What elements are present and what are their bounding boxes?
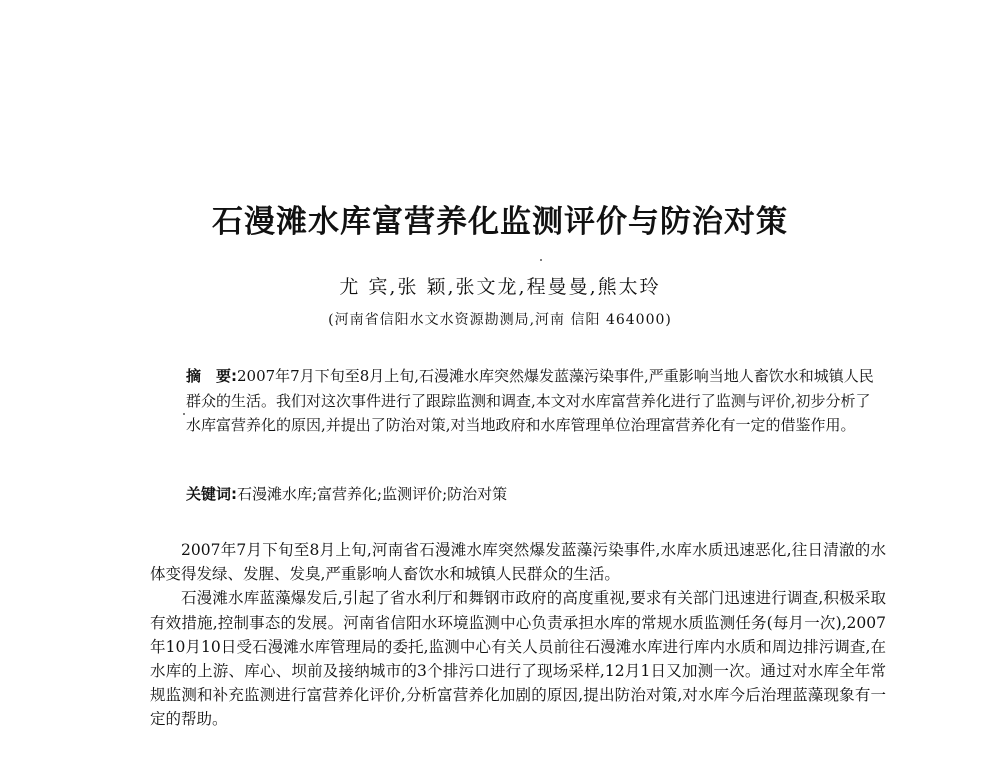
abstract-paragraph	[186, 364, 876, 438]
abstract-label: 摘 要:	[186, 367, 237, 385]
author-list: 尤 宾,张 颖,张文龙,程曼曼,熊太玲	[339, 276, 661, 298]
keywords-line	[186, 483, 876, 505]
author-affiliation: (河南省信阳水文水资源勘测局,河南 信阳 464000)	[328, 312, 672, 328]
keywords-label: 关键词:	[186, 485, 237, 503]
abstract-text: 2007年7月下旬至8月上旬,石漫滩水库突然爆发蓝藻污染事件,严重影响当地人畜饮水和城镇人民群众的生活。我们对这次事件进行了跟踪监测和调查,本文对水库富营养化进行了监测与评价,初步分析了水库富营养化的原因,并提出了防治对策,对当地政府和水库管理单位治理富营养化有一定的借鉴作用。	[186, 367, 874, 434]
keywords-text: 石漫滩水库;富营养化;监测评价;防治对策	[237, 485, 508, 503]
scan-speck	[183, 413, 185, 415]
paper-title: 石漫滩水库富营养化监测评价与防治对策	[212, 204, 788, 240]
body-paragraph: 2007年7月下旬至8月上旬,河南省石漫滩水库突然爆发蓝藻污染事件,水库水质迅速恶化,往日清澈的水体变得发绿、发腥、发臭,严重影响人畜饮水和城镇人民群众的生活。	[150, 541, 886, 584]
scan-speck	[540, 259, 542, 261]
body-text	[150, 538, 886, 732]
body-paragraph: 石漫滩水库蓝藻爆发后,引起了省水利厅和舞钢市政府的高度重视,要求有关部门迅速进行调查,积极采取有效措施,控制事态的发展。河南省信阳水环境监测中心负责承担水库的常规水质监测任务(每月一次),2007年10月10日受石漫滩水库管理局的委托,监测中心有关人员前往石漫滩水库进行库内水质和周边排污调查,在水库的上游、库心、坝前及接纳城市的3个排污口进行了现场采样,12月1日又加测一次。通过对水库全年常规监测和补充监测进行富营养化评价,分析富营养化加剧的原因,提出防治对策,对水库今后治理蓝藻现象有一定的帮助。	[150, 589, 886, 729]
abstract-block	[186, 364, 876, 438]
